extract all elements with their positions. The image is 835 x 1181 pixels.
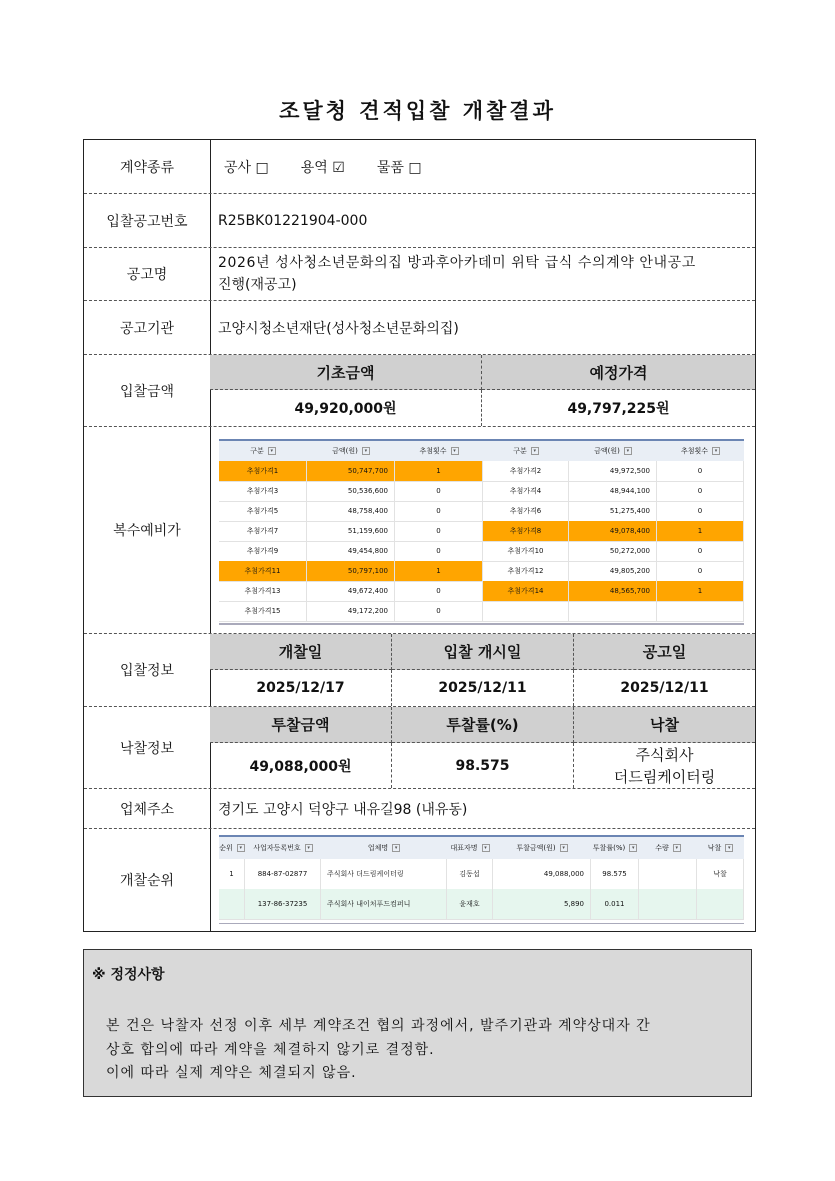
bid-price-value: 49,088,000원 (210, 743, 392, 788)
bid-start-date-value: 2025/12/11 (392, 670, 574, 706)
option-service: 용역 ☑ (300, 159, 345, 176)
col-header: 구분 ▾ (219, 441, 307, 461)
table-cell: 낙찰 (697, 859, 744, 889)
table-cell: 48,944,100 (569, 481, 657, 501)
multiple-prices-header (219, 439, 744, 461)
table-cell: 0 (395, 581, 483, 601)
notice-name-label: 공고명 (84, 248, 211, 300)
notice-date-value: 2025/12/11 (620, 680, 709, 696)
filter-icon[interactable]: ▾ (268, 447, 276, 455)
filter-icon[interactable]: ▾ (629, 844, 637, 852)
table-cell: 윤재호 (447, 889, 493, 919)
winner-line2: 더드림케이터링 (613, 767, 716, 786)
award-info-label: 낙찰정보 (84, 707, 211, 788)
table-row (219, 561, 744, 582)
col-header: 투찰률(%) ▾ (591, 837, 639, 859)
row-contract-type (84, 140, 755, 194)
table-cell: 추첨가격6 (483, 501, 569, 521)
row-bid-amount (84, 355, 755, 427)
bid-amount-label: 입찰금액 (84, 355, 211, 426)
table-cell: 추첨가격5 (219, 501, 307, 521)
base-price-value: 49,920,000원 (210, 390, 482, 426)
table-cell: 49,805,200 (569, 561, 657, 581)
col-header: 금액(원) ▾ (307, 441, 395, 461)
table-cell: 49,672,400 (307, 581, 395, 601)
table-cell: 추첨가격14 (483, 581, 569, 601)
table-cell: 51,275,400 (569, 501, 657, 521)
table-row (219, 859, 744, 890)
col-header: 구분 ▾ (483, 441, 569, 461)
table-cell: 1 (395, 461, 483, 481)
row-notice-number (84, 194, 755, 248)
address-label: 업체주소 (84, 789, 211, 828)
notice-number-label: 입찰공고번호 (84, 194, 211, 247)
col-header: 추첨횟수 ▾ (395, 441, 483, 461)
contract-type-options (210, 140, 755, 193)
notice-name-value (210, 248, 755, 300)
table-cell: 50,747,700 (307, 461, 395, 481)
table-cell: 주식회사 더드림케이터링 (321, 859, 447, 889)
table-cell: 추첨가격3 (219, 481, 307, 501)
table-row (219, 501, 744, 522)
correction-line2: 상호 합의에 따라 계약을 체결하지 않기로 결정함. (106, 1042, 435, 1058)
col-header: 수량 ▾ (639, 837, 697, 859)
filter-icon[interactable]: ▾ (237, 844, 245, 852)
table-cell: 1 (657, 581, 744, 601)
table-cell (483, 601, 569, 621)
estimated-price-header: 예정가격 (482, 355, 755, 390)
notice-name-line2: 진행(재공고) (218, 277, 297, 293)
contract-type-label: 계약종류 (84, 140, 211, 193)
address-value: 경기도 고양시 덕양구 내유길98 (내유동) (218, 801, 468, 818)
table-cell: 추첨가격15 (219, 601, 307, 621)
table-cell: 0 (395, 481, 483, 501)
agency-value: 고양시청소년재단(성사청소년문화의집) (218, 320, 459, 337)
ranking-table (219, 835, 744, 924)
table-cell: 추첨가격2 (483, 461, 569, 481)
ranking-label: 개찰순위 (84, 829, 211, 931)
row-bid-info (84, 634, 755, 707)
table-cell: 김동섭 (447, 859, 493, 889)
table-cell: 추첨가격13 (219, 581, 307, 601)
table-cell (639, 859, 697, 889)
col-header: 투찰금액(원) ▾ (493, 837, 591, 859)
opening-date-header: 개찰일 (210, 634, 392, 670)
table-cell (639, 889, 697, 919)
filter-icon[interactable]: ▾ (531, 447, 539, 455)
table-cell: 50,797,100 (307, 561, 395, 581)
table-cell: 추첨가격9 (219, 541, 307, 561)
notice-number-value: R25BK01221904-000 (218, 212, 368, 229)
col-header: 추첨횟수 ▾ (657, 441, 744, 461)
table-cell: 추첨가격12 (483, 561, 569, 581)
table-cell: 0 (395, 601, 483, 621)
bid-rate-value: 98.575 (392, 743, 574, 788)
correction-heading: ※ 정정사항 (92, 967, 165, 983)
multiple-prices-table (219, 439, 744, 625)
table-cell: 49,454,800 (307, 541, 395, 561)
table-cell: 5,890 (493, 889, 591, 919)
table-cell: 추첨가격4 (483, 481, 569, 501)
row-multiple-prices (84, 427, 755, 634)
filter-icon[interactable]: ▾ (712, 447, 720, 455)
table-cell: 48,565,700 (569, 581, 657, 601)
checkbox-goods: □ (408, 159, 422, 176)
col-header: 금액(원) ▾ (569, 441, 657, 461)
table-cell: 49,972,500 (569, 461, 657, 481)
winner-value (574, 743, 755, 788)
row-award-info (84, 707, 755, 789)
table-cell (219, 889, 245, 919)
table-cell: 884-87-02877 (245, 859, 321, 889)
table-row (219, 481, 744, 502)
table-row (219, 521, 744, 542)
bid-rate-header: 투찰률(%) (392, 707, 574, 743)
row-agency (84, 301, 755, 355)
correction-line3: 이에 따라 실제 계약은 체결되지 않음. (106, 1065, 357, 1081)
table-cell: 추첨가격11 (219, 561, 307, 581)
filter-icon[interactable]: ▾ (451, 447, 459, 455)
ranking-header (219, 835, 744, 859)
table-cell: 49,078,400 (569, 521, 657, 541)
base-price-header: 기초금액 (210, 355, 482, 390)
checkbox-construction: □ (255, 159, 269, 176)
filter-icon[interactable]: ▾ (624, 447, 632, 455)
filter-icon[interactable]: ▾ (305, 844, 313, 852)
table-row (219, 601, 744, 622)
table-cell: 0 (657, 561, 744, 581)
bid-start-date-header: 입찰 개시일 (392, 634, 574, 670)
filter-icon[interactable]: ▾ (482, 844, 490, 852)
table-cell: 0 (395, 501, 483, 521)
option-goods: 물품 □ (376, 159, 422, 176)
table-cell: 1 (395, 561, 483, 581)
table-cell: 0 (395, 521, 483, 541)
filter-icon[interactable]: ▾ (673, 844, 681, 852)
table-cell: 50,536,600 (307, 481, 395, 501)
page-title: 조달청 견적입찰 개찰결과 (279, 99, 556, 123)
row-address (84, 789, 755, 829)
col-header: 낙찰 ▾ (697, 837, 744, 859)
table-cell: 0 (395, 541, 483, 561)
correction-line1: 본 건은 낙찰자 선정 이후 세부 계약조건 협의 과정에서, 발주기관과 계약상대자 간 (106, 1018, 651, 1034)
table-cell: 0 (657, 501, 744, 521)
table-row (219, 889, 744, 920)
filter-icon[interactable]: ▾ (362, 447, 370, 455)
table-cell: 주식회사 내이처푸드컴퍼니 (321, 889, 447, 919)
estimated-price-value: 49,797,225원 (567, 401, 670, 417)
notice-name-line1: 2026년 성사청소년문화의집 방과후아카데미 위탁 급식 수의계약 안내공고 (218, 255, 696, 271)
table-row (219, 461, 744, 482)
table-cell: 0 (657, 461, 744, 481)
table-row (219, 581, 744, 602)
notice-date-header: 공고일 (574, 634, 755, 670)
filter-icon[interactable]: ▾ (725, 844, 733, 852)
opening-date-value: 2025/12/17 (210, 670, 392, 706)
col-header: 업체명 ▾ (321, 837, 447, 859)
table-cell: 137-86-37235 (245, 889, 321, 919)
table-cell: 추첨가격10 (483, 541, 569, 561)
table-cell: 1 (657, 521, 744, 541)
table-cell: 추첨가격8 (483, 521, 569, 541)
table-row (219, 541, 744, 562)
col-header: 사업자등록번호 ▾ (245, 837, 321, 859)
table-cell: 49,172,200 (307, 601, 395, 621)
bid-info-label: 입찰정보 (84, 634, 211, 706)
agency-label: 공고기관 (84, 301, 211, 354)
correction-box (83, 949, 752, 1097)
row-ranking (84, 829, 755, 931)
table-cell: 0 (657, 481, 744, 501)
table-cell: 추첨가격1 (219, 461, 307, 481)
table-cell (697, 889, 744, 919)
table-cell: 추첨가격7 (219, 521, 307, 541)
table-cell: 49,088,000 (493, 859, 591, 889)
winner-header: 낙찰 (574, 707, 755, 743)
table-cell: 50,272,000 (569, 541, 657, 561)
table-cell: 1 (219, 859, 245, 889)
option-construction: 공사 □ (224, 159, 269, 176)
filter-icon[interactable]: ▾ (392, 844, 400, 852)
row-notice-name (84, 248, 755, 301)
table-cell: 51,159,600 (307, 521, 395, 541)
table-cell: 0 (657, 541, 744, 561)
winner-line1: 주식회사 (635, 745, 694, 764)
checkbox-service: ☑ (332, 159, 345, 176)
table-cell (569, 601, 657, 621)
table-cell: 98.575 (591, 859, 639, 889)
bid-price-header: 투찰금액 (210, 707, 392, 743)
filter-icon[interactable]: ▾ (560, 844, 568, 852)
table-cell (657, 601, 744, 621)
result-table (83, 139, 756, 932)
multiple-prices-label: 복수예비가 (84, 427, 211, 633)
col-header: 순위 ▾ (219, 837, 245, 859)
col-header: 대표자명 ▾ (447, 837, 493, 859)
table-cell: 0.011 (591, 889, 639, 919)
table-cell: 48,758,400 (307, 501, 395, 521)
